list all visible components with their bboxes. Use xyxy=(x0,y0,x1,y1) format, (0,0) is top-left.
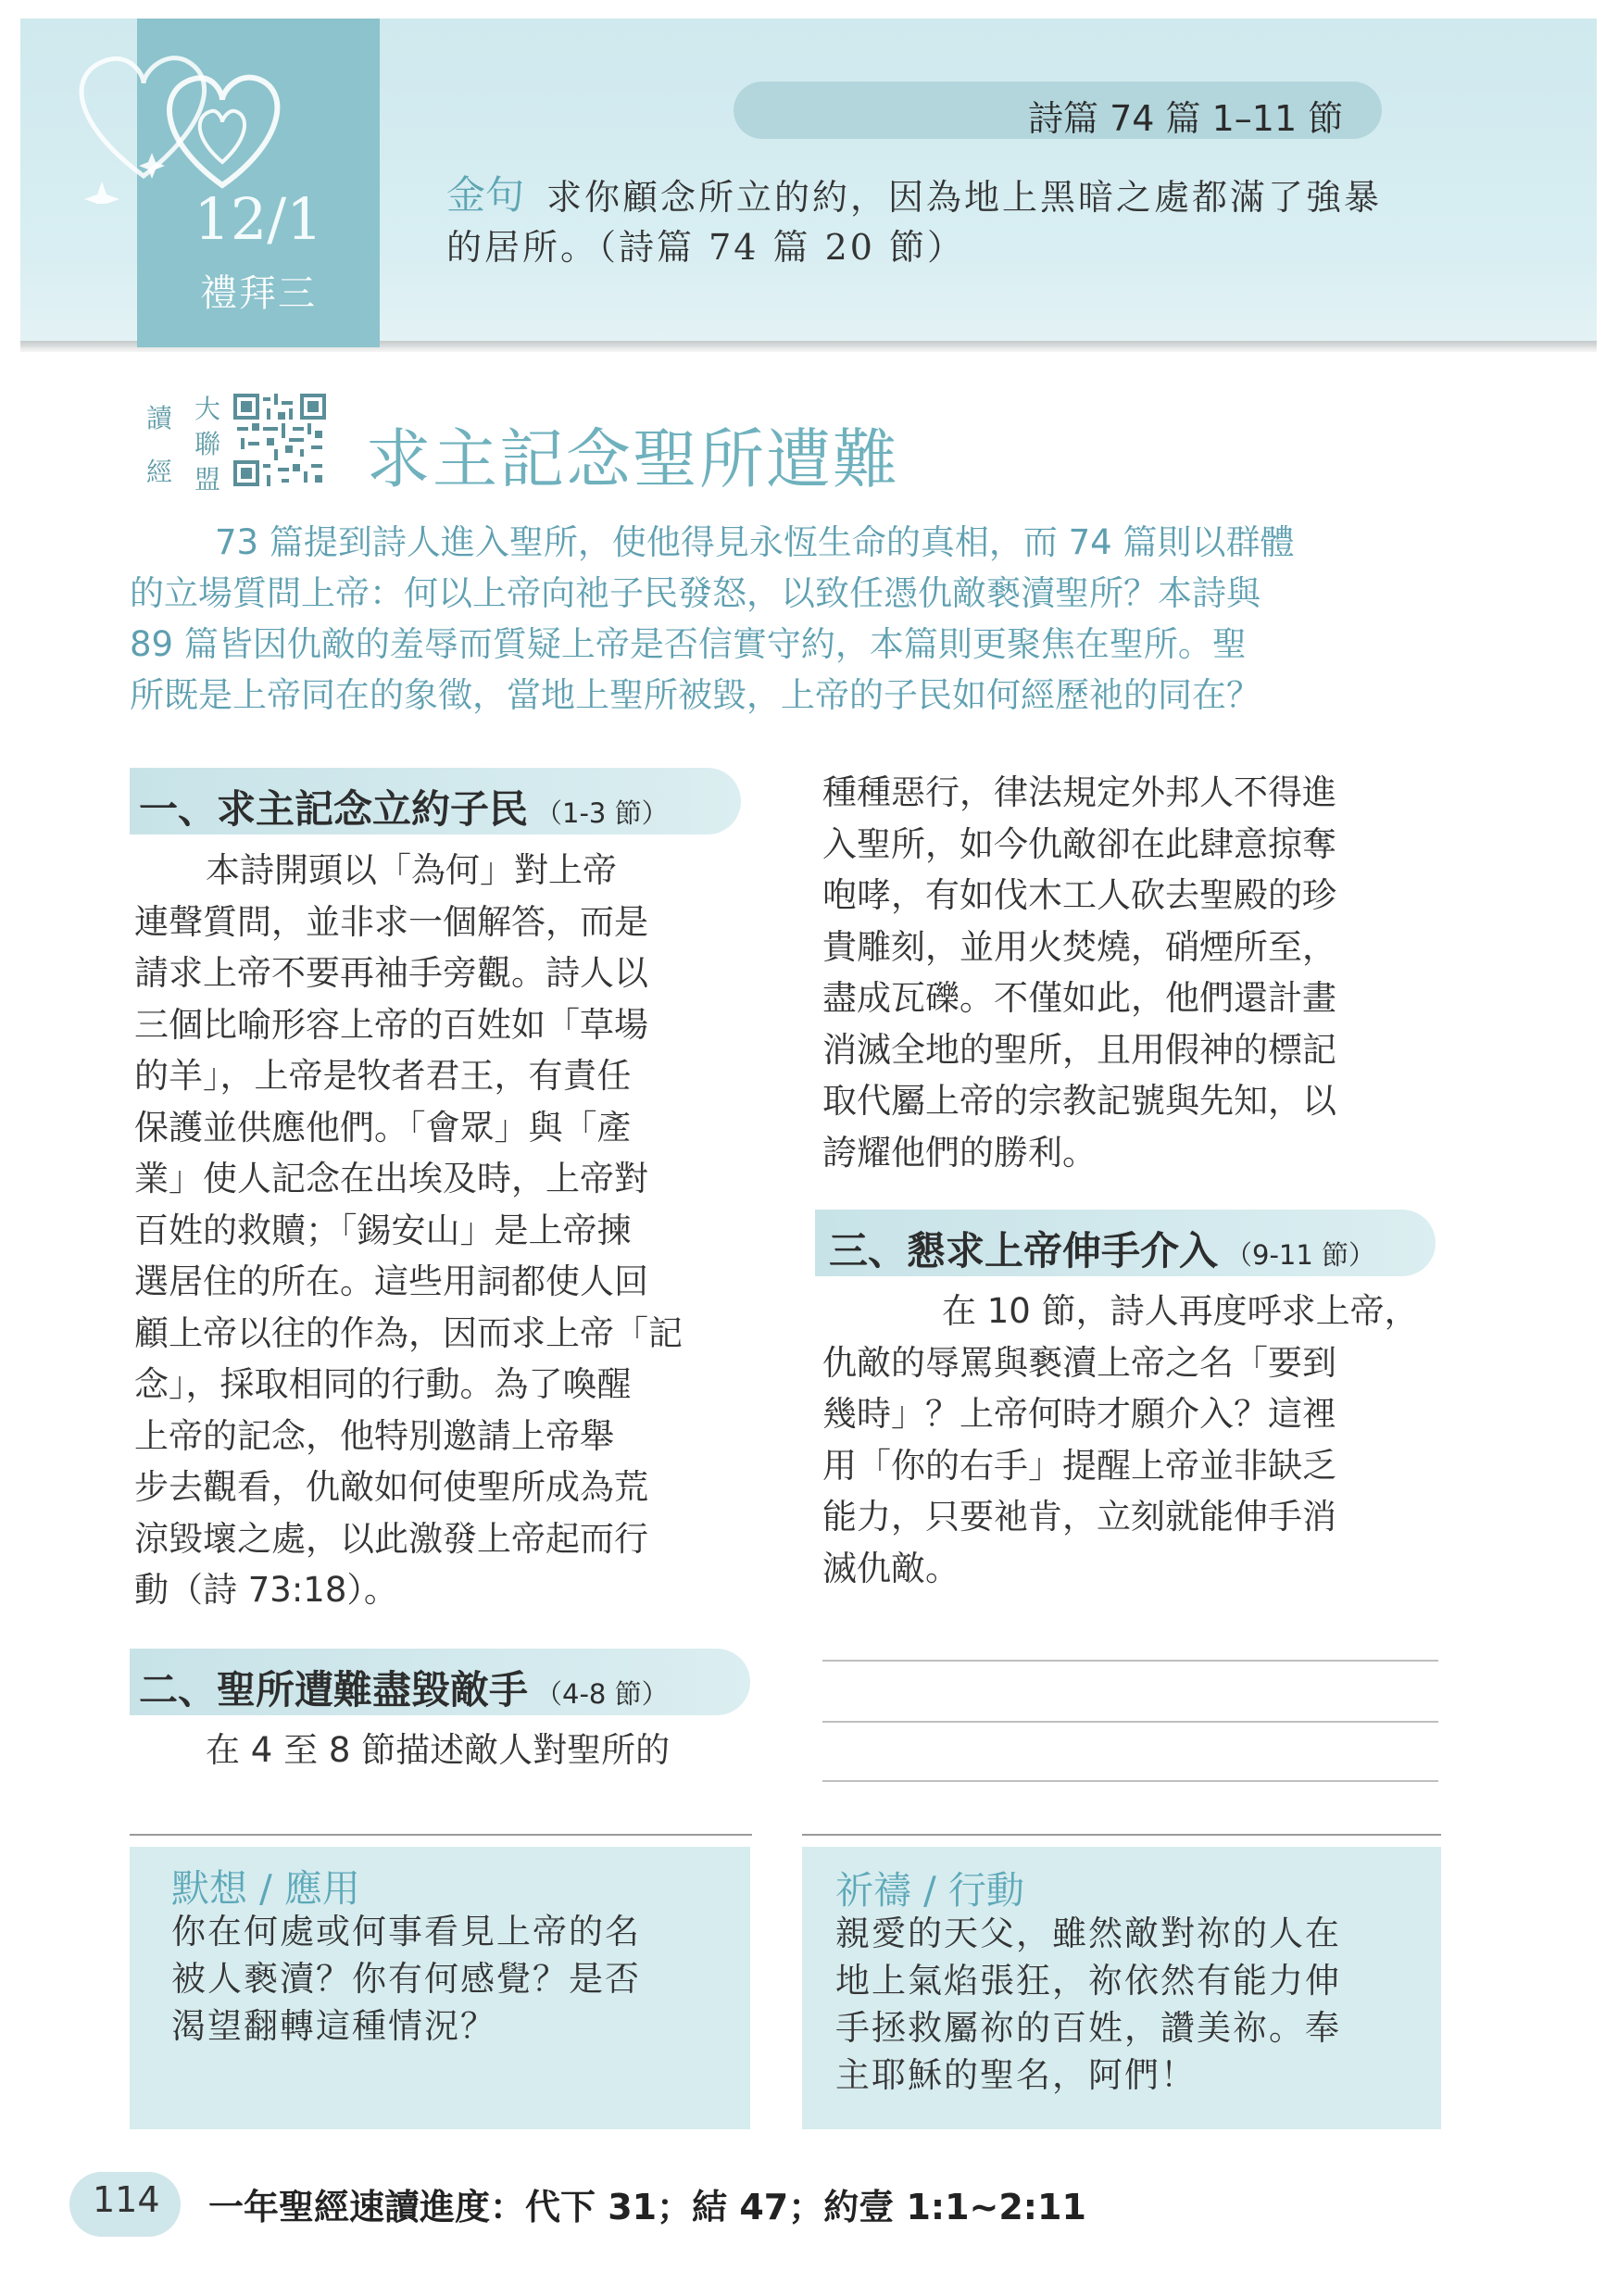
section-1-title xyxy=(139,779,669,834)
body-line: 種種惡行，律法規定外邦人不得進 xyxy=(822,772,1336,812)
section-2-title xyxy=(139,1660,669,1715)
body-line: 入聖所，如今仇敵卻在此肆意掠奪 xyxy=(822,823,1336,864)
prayer-line: 手拯救屬祢的百姓，讚美祢。奉 xyxy=(835,2008,1341,2048)
scripture-ref: 詩篇 74 篇 1–11 節 xyxy=(1028,98,1344,139)
body-line: 盡成瓦礫。不僅如此，他們還計畫 xyxy=(822,978,1336,1018)
divider xyxy=(130,1834,752,1836)
body-line: 請求上帝不要再袖手旁觀。詩人以 xyxy=(134,953,648,993)
body-line: 用「你的右手」提醒上帝並非缺乏 xyxy=(822,1445,1336,1486)
section-3-title-text: 三、懇求上帝伸手介入 xyxy=(829,1228,1219,1273)
body-line: 選居住的所在。這些用詞都使人回 xyxy=(134,1261,648,1301)
meditation-line: 渴望翻轉這種情況？ xyxy=(171,2006,496,2046)
note-line xyxy=(822,1721,1438,1723)
body-line: 連聲質問，並非求一個解答，而是 xyxy=(134,901,648,942)
prayer-line: 地上氣焰張狂，祢依然有能力伸 xyxy=(835,1961,1341,2001)
intro-line: 的立場質問上帝：何以上帝向祂子民發怒，以致任憑仇敵褻瀆聖所？本詩與 xyxy=(130,573,1261,613)
qr-label: 聯 xyxy=(194,429,221,459)
section-1-title-text: 一、求主記念立約子民 xyxy=(139,786,529,832)
golden-verse-line: 求你顧念所立的約，因為地上黑暗之處都滿了強暴 xyxy=(546,177,1383,218)
golden-verse-line: 的居所。（詩篇 74 篇 20 節） xyxy=(446,227,966,268)
section-2-title-text: 二、聖所遭難盡毀敵手 xyxy=(139,1667,529,1713)
body-line: 咆哮，有如伐木工人砍去聖殿的珍 xyxy=(822,875,1336,915)
body-line: 涼毀壞之處，以此激發上帝起而行 xyxy=(134,1518,648,1559)
meditation-line: 被人褻瀆？你有何感覺？是否 xyxy=(171,1959,641,1999)
prayer-line: 親愛的天父，雖然敵對祢的人在 xyxy=(835,1913,1341,1953)
body-line: 滅仇敵。 xyxy=(822,1548,960,1588)
intro-line: 所既是上帝同在的象徵，當地上聖所被毀，上帝的子民如何經歷祂的同在？ xyxy=(130,675,1261,715)
qr-code-icon[interactable] xyxy=(233,394,326,486)
note-line xyxy=(822,1780,1438,1782)
qr-label: 盟 xyxy=(194,464,221,495)
intro-line: 89 篇皆因仇敵的羞辱而質疑上帝是否信實守約，本篇則更聚焦在聖所。聖 xyxy=(130,624,1247,664)
section-3-title xyxy=(829,1221,1375,1276)
prayer-body xyxy=(835,1910,1341,2099)
qr-label: 經 xyxy=(146,457,173,487)
body-line: 顧上帝以往的作為，因而求上帝「記 xyxy=(134,1312,683,1353)
page-number: 114 xyxy=(93,2179,160,2220)
body-line: 能力，只要祂肯，立刻就能伸手消 xyxy=(822,1497,1336,1537)
body-line: 在 10 節，詩人再度呼求上帝， xyxy=(908,1291,1419,1331)
prayer-title: 祈禱 / 行動 xyxy=(835,1868,1024,1913)
section-2-body xyxy=(134,1725,670,1776)
qr-label: 大 xyxy=(194,394,221,424)
section-3-body xyxy=(822,1286,1419,1594)
reading-plan: 一年聖經速讀進度：代下 31；結 47；約壹 1:1~2:11 xyxy=(208,2187,1086,2227)
body-line: 幾時」？上帝何時才願介入？這裡 xyxy=(822,1394,1336,1434)
body-line: 仇敵的辱罵與褻瀆上帝之名「要到 xyxy=(822,1342,1336,1383)
body-line: 本詩開頭以「為何」對上帝 xyxy=(171,850,617,890)
body-line: 貴雕刻，並用火焚燒，硝煙所至， xyxy=(822,926,1336,967)
meditation-title: 默想 / 應用 xyxy=(171,1866,360,1911)
hearts-decoration-icon xyxy=(56,37,361,204)
golden-verse-label: 金句 xyxy=(446,172,525,218)
body-line: 取代屬上帝的宗教記號與先知，以 xyxy=(822,1081,1336,1121)
page-title: 求主記念聖所遭難 xyxy=(366,421,899,497)
right-column-body xyxy=(822,767,1336,1178)
date: 12/1 xyxy=(194,185,323,253)
body-line: 業」使人記念在出埃及時，上帝對 xyxy=(134,1159,648,1198)
body-line: 動（詩 73:18）。 xyxy=(134,1570,398,1610)
body-line: 消滅全地的聖所，且用假神的標記 xyxy=(822,1029,1336,1070)
note-line xyxy=(822,1660,1438,1662)
body-line: 保護並供應他們。「會眾」與「產 xyxy=(134,1107,632,1148)
intro-paragraph xyxy=(130,517,1436,721)
body-line: 三個比喻形容上帝的百姓如「草場 xyxy=(134,1004,648,1045)
body-line: 在 4 至 8 節描述敵人對聖所的 xyxy=(171,1730,671,1770)
meditation-line: 你在何處或何事看見上帝的名 xyxy=(171,1912,641,1951)
body-line: 誇耀他們的勝利。 xyxy=(822,1132,1097,1173)
meditation-body xyxy=(171,1908,641,2050)
body-line: 的羊」，上帝是牧者君王，有責任 xyxy=(134,1056,632,1096)
prayer-line: 主耶穌的聖名，阿們！ xyxy=(835,2055,1197,2095)
body-line: 念」，採取相同的行動。為了喚醒 xyxy=(134,1364,632,1404)
section-3-verses: （9-11 節） xyxy=(1225,1239,1376,1271)
divider xyxy=(802,1834,1441,1836)
weekday: 禮拜三 xyxy=(200,272,317,315)
section-1-body xyxy=(134,845,683,1616)
section-2-verses: （4-8 節） xyxy=(535,1678,669,1710)
body-line: 百姓的救贖；「錫安山」是上帝揀 xyxy=(134,1210,632,1250)
intro-line: 73 篇提到詩人進入聖所，使他得見永恆生命的真相，而 74 篇則以群體 xyxy=(215,522,1295,562)
qr-label: 讀 xyxy=(146,403,173,433)
body-line: 上帝的記念，他特別邀請上帝舉 xyxy=(134,1415,614,1456)
body-line: 步去觀看，仇敵如何使聖所成為荒 xyxy=(134,1467,648,1507)
section-1-verses: （1-3 節） xyxy=(535,797,669,829)
